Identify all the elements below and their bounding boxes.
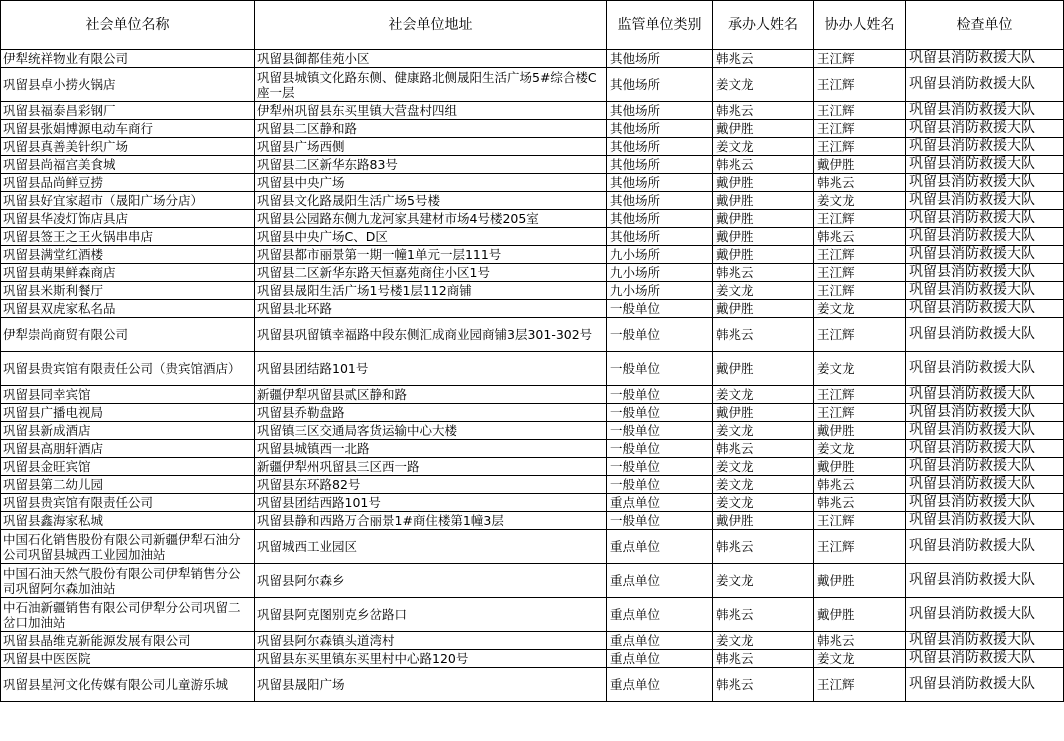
table-row — [1, 422, 1064, 440]
cell-main-handler: 戴伊胜 — [713, 300, 814, 318]
cell-inspection-dept: 巩留县消防救援大队 — [906, 138, 1064, 156]
cell-main-handler: 戴伊胜 — [713, 210, 814, 228]
cell-assistant: 韩兆云 — [814, 228, 906, 246]
header-unit-address: 社会单位地址 — [255, 1, 607, 50]
cell-assistant: 姜文龙 — [814, 192, 906, 210]
cell-assistant: 王江辉 — [814, 404, 906, 422]
table-row — [1, 404, 1064, 422]
header-main-handler: 承办人姓名 — [713, 1, 814, 50]
header-inspection-dept: 检查单位 — [906, 1, 1064, 50]
cell-unit-address: 巩留县北环路 — [255, 300, 607, 318]
cell-inspection-dept: 巩留县消防救援大队 — [906, 300, 1064, 318]
cell-main-handler: 韩兆云 — [713, 50, 814, 68]
cell-supervision-type: 一般单位 — [607, 512, 713, 530]
cell-unit-name: 巩留县萌果鲜森商店 — [1, 264, 255, 282]
cell-unit-address: 巩留县阿尔森乡 — [255, 564, 607, 598]
table-row — [1, 440, 1064, 458]
cell-unit-name: 巩留县华凌灯饰店具店 — [1, 210, 255, 228]
cell-assistant: 王江辉 — [814, 138, 906, 156]
cell-supervision-type: 一般单位 — [607, 440, 713, 458]
cell-unit-name: 巩留县签王之王火锅串串店 — [1, 228, 255, 246]
cell-unit-address: 巩留县团结路101号 — [255, 352, 607, 386]
cell-main-handler: 戴伊胜 — [713, 512, 814, 530]
cell-assistant: 王江辉 — [814, 210, 906, 228]
cell-inspection-dept: 巩留县消防救援大队 — [906, 174, 1064, 192]
cell-assistant: 戴伊胜 — [814, 156, 906, 174]
cell-inspection-dept: 巩留县消防救援大队 — [906, 192, 1064, 210]
cell-main-handler: 戴伊胜 — [713, 246, 814, 264]
cell-main-handler: 戴伊胜 — [713, 404, 814, 422]
cell-main-handler: 姜文龙 — [713, 422, 814, 440]
table-row — [1, 120, 1064, 138]
cell-main-handler: 戴伊胜 — [713, 120, 814, 138]
cell-unit-address: 巩留县公园路东侧九龙河家具建材市场4号楼205室 — [255, 210, 607, 228]
cell-supervision-type: 一般单位 — [607, 404, 713, 422]
cell-unit-address: 巩留县二区新华东路天恒嘉苑商住小区1号 — [255, 264, 607, 282]
cell-unit-name: 巩留县中医医院 — [1, 650, 255, 668]
table-row — [1, 318, 1064, 352]
cell-supervision-type: 重点单位 — [607, 494, 713, 512]
cell-assistant: 戴伊胜 — [814, 598, 906, 632]
cell-unit-address: 巩留县中央广场 — [255, 174, 607, 192]
cell-main-handler: 韩兆云 — [713, 102, 814, 120]
table-body — [1, 50, 1064, 702]
cell-main-handler: 韩兆云 — [713, 598, 814, 632]
cell-supervision-type: 其他场所 — [607, 102, 713, 120]
table-row — [1, 210, 1064, 228]
cell-inspection-dept: 巩留县消防救援大队 — [906, 120, 1064, 138]
header-assistant: 协办人姓名 — [814, 1, 906, 50]
cell-inspection-dept: 巩留县消防救援大队 — [906, 386, 1064, 404]
cell-supervision-type: 九小场所 — [607, 282, 713, 300]
cell-inspection-dept: 巩留县消防救援大队 — [906, 228, 1064, 246]
cell-supervision-type: 一般单位 — [607, 422, 713, 440]
cell-unit-name: 巩留县新成酒店 — [1, 422, 255, 440]
cell-assistant: 王江辉 — [814, 102, 906, 120]
cell-assistant: 韩兆云 — [814, 476, 906, 494]
cell-unit-name: 巩留县米斯利餐厅 — [1, 282, 255, 300]
table-row — [1, 68, 1064, 102]
cell-inspection-dept: 巩留县消防救援大队 — [906, 650, 1064, 668]
cell-unit-name: 巩留县高朋轩酒店 — [1, 440, 255, 458]
cell-unit-address: 巩留县城镇西一北路 — [255, 440, 607, 458]
cell-assistant: 姜文龙 — [814, 300, 906, 318]
cell-supervision-type: 一般单位 — [607, 386, 713, 404]
cell-inspection-dept: 巩留县消防救援大队 — [906, 494, 1064, 512]
cell-unit-address: 伊犁州巩留县东买里镇大营盘村四组 — [255, 102, 607, 120]
table-row — [1, 386, 1064, 404]
cell-assistant: 王江辉 — [814, 120, 906, 138]
cell-assistant: 王江辉 — [814, 668, 906, 702]
cell-unit-address: 巩留县都市丽景第一期一幢1单元一层111号 — [255, 246, 607, 264]
cell-unit-name: 巩留县星河文化传媒有限公司儿童游乐城 — [1, 668, 255, 702]
cell-supervision-type: 其他场所 — [607, 192, 713, 210]
table-row — [1, 246, 1064, 264]
header-supervision-type: 监管单位类别 — [607, 1, 713, 50]
table-row — [1, 300, 1064, 318]
cell-unit-name: 巩留县品尚鲜豆捞 — [1, 174, 255, 192]
cell-assistant: 王江辉 — [814, 386, 906, 404]
cell-assistant: 戴伊胜 — [814, 422, 906, 440]
cell-assistant: 王江辉 — [814, 50, 906, 68]
cell-assistant: 戴伊胜 — [814, 458, 906, 476]
cell-unit-name: 巩留县贵宾馆有限责任公司（贵宾馆酒店） — [1, 352, 255, 386]
cell-unit-address: 巩留县团结西路101号 — [255, 494, 607, 512]
cell-assistant: 王江辉 — [814, 246, 906, 264]
cell-main-handler: 姜文龙 — [713, 68, 814, 102]
table-row — [1, 650, 1064, 668]
cell-assistant: 姜文龙 — [814, 650, 906, 668]
cell-unit-address: 巩留县静和西路万合丽景1#商住楼第1幢3层 — [255, 512, 607, 530]
cell-unit-name: 巩留县同幸宾馆 — [1, 386, 255, 404]
cell-main-handler: 韩兆云 — [713, 440, 814, 458]
cell-supervision-type: 重点单位 — [607, 530, 713, 564]
cell-assistant: 韩兆云 — [814, 494, 906, 512]
cell-inspection-dept: 巩留县消防救援大队 — [906, 458, 1064, 476]
cell-unit-name: 中石油新疆销售有限公司伊犁分公司巩留二岔口加油站 — [1, 598, 255, 632]
cell-main-handler: 韩兆云 — [713, 668, 814, 702]
cell-assistant: 王江辉 — [814, 282, 906, 300]
cell-unit-name: 巩留县广播电视局 — [1, 404, 255, 422]
cell-assistant: 戴伊胜 — [814, 564, 906, 598]
table-row — [1, 476, 1064, 494]
cell-main-handler: 韩兆云 — [713, 318, 814, 352]
cell-supervision-type: 重点单位 — [607, 632, 713, 650]
table-row — [1, 50, 1064, 68]
cell-unit-name: 巩留县晶维克新能源发展有限公司 — [1, 632, 255, 650]
cell-unit-address: 新疆伊犁州巩留县三区西一路 — [255, 458, 607, 476]
cell-assistant: 王江辉 — [814, 68, 906, 102]
cell-main-handler: 姜文龙 — [713, 494, 814, 512]
table-row — [1, 174, 1064, 192]
cell-supervision-type: 一般单位 — [607, 318, 713, 352]
cell-inspection-dept: 巩留县消防救援大队 — [906, 564, 1064, 598]
cell-unit-address: 巩留县晟阳广场 — [255, 668, 607, 702]
cell-supervision-type: 重点单位 — [607, 598, 713, 632]
table-row — [1, 264, 1064, 282]
cell-unit-address: 巩留镇三区交通局客货运输中心大楼 — [255, 422, 607, 440]
cell-supervision-type: 其他场所 — [607, 50, 713, 68]
table-row — [1, 228, 1064, 246]
cell-supervision-type: 重点单位 — [607, 668, 713, 702]
cell-unit-address: 巩留县晟阳生活广场1号楼1层112商铺 — [255, 282, 607, 300]
cell-inspection-dept: 巩留县消防救援大队 — [906, 440, 1064, 458]
cell-supervision-type: 重点单位 — [607, 564, 713, 598]
cell-unit-name: 中国石化销售股份有限公司新疆伊犁石油分公司巩留县城西工业园加油站 — [1, 530, 255, 564]
cell-inspection-dept: 巩留县消防救援大队 — [906, 50, 1064, 68]
cell-unit-address: 巩留县御都佳苑小区 — [255, 50, 607, 68]
cell-supervision-type: 其他场所 — [607, 138, 713, 156]
cell-main-handler: 姜文龙 — [713, 476, 814, 494]
table-row — [1, 530, 1064, 564]
cell-inspection-dept: 巩留县消防救援大队 — [906, 476, 1064, 494]
cell-inspection-dept: 巩留县消防救援大队 — [906, 246, 1064, 264]
cell-inspection-dept: 巩留县消防救援大队 — [906, 156, 1064, 174]
cell-supervision-type: 九小场所 — [607, 264, 713, 282]
cell-supervision-type: 其他场所 — [607, 156, 713, 174]
cell-assistant: 姜文龙 — [814, 440, 906, 458]
cell-main-handler: 韩兆云 — [713, 650, 814, 668]
table-row — [1, 282, 1064, 300]
cell-unit-name: 伊犁统祥物业有限公司 — [1, 50, 255, 68]
cell-main-handler: 姜文龙 — [713, 458, 814, 476]
cell-supervision-type: 其他场所 — [607, 210, 713, 228]
table-row — [1, 102, 1064, 120]
cell-supervision-type: 一般单位 — [607, 352, 713, 386]
cell-inspection-dept: 巩留县消防救援大队 — [906, 102, 1064, 120]
cell-inspection-dept: 巩留县消防救援大队 — [906, 512, 1064, 530]
table-row — [1, 138, 1064, 156]
cell-unit-address: 巩留县广场西侧 — [255, 138, 607, 156]
cell-main-handler: 姜文龙 — [713, 564, 814, 598]
table-row — [1, 564, 1064, 598]
cell-unit-address: 巩留县城镇文化路东侧、健康路北侧晟阳生活广场5#综合楼C座一层 — [255, 68, 607, 102]
cell-unit-address: 巩留县阿尔森镇头道湾村 — [255, 632, 607, 650]
cell-inspection-dept: 巩留县消防救援大队 — [906, 404, 1064, 422]
cell-supervision-type: 九小场所 — [607, 246, 713, 264]
cell-unit-address: 巩留县阿克图别克乡岔路口 — [255, 598, 607, 632]
cell-assistant: 姜文龙 — [814, 352, 906, 386]
cell-unit-name: 巩留县满堂红酒楼 — [1, 246, 255, 264]
cell-unit-address: 巩留县二区新华东路83号 — [255, 156, 607, 174]
cell-main-handler: 韩兆云 — [713, 156, 814, 174]
cell-supervision-type: 一般单位 — [607, 458, 713, 476]
table-row — [1, 192, 1064, 210]
cell-unit-address: 新疆伊犁巩留县贰区静和路 — [255, 386, 607, 404]
cell-assistant: 王江辉 — [814, 512, 906, 530]
cell-assistant: 王江辉 — [814, 318, 906, 352]
cell-inspection-dept: 巩留县消防救援大队 — [906, 68, 1064, 102]
cell-inspection-dept: 巩留县消防救援大队 — [906, 422, 1064, 440]
cell-unit-name: 巩留县卓小捞火锅店 — [1, 68, 255, 102]
cell-supervision-type: 其他场所 — [607, 68, 713, 102]
table-row — [1, 632, 1064, 650]
cell-inspection-dept: 巩留县消防救援大队 — [906, 210, 1064, 228]
cell-unit-address: 巩留县二区静和路 — [255, 120, 607, 138]
cell-main-handler: 姜文龙 — [713, 386, 814, 404]
table-row — [1, 668, 1064, 702]
cell-unit-name: 巩留县真善美针织广场 — [1, 138, 255, 156]
cell-assistant: 王江辉 — [814, 530, 906, 564]
cell-unit-name: 巩留县金旺宾馆 — [1, 458, 255, 476]
cell-unit-address: 巩留县东环路82号 — [255, 476, 607, 494]
cell-main-handler: 戴伊胜 — [713, 192, 814, 210]
cell-unit-address: 巩留县中央广场C、D区 — [255, 228, 607, 246]
cell-assistant: 韩兆云 — [814, 632, 906, 650]
table-row — [1, 156, 1064, 174]
cell-assistant: 韩兆云 — [814, 174, 906, 192]
table-row — [1, 458, 1064, 476]
cell-unit-name: 中国石油天然气股份有限公司伊犁销售分公司巩留阿尔森加油站 — [1, 564, 255, 598]
cell-main-handler: 姜文龙 — [713, 632, 814, 650]
cell-unit-name: 巩留县鑫海家私城 — [1, 512, 255, 530]
cell-inspection-dept: 巩留县消防救援大队 — [906, 264, 1064, 282]
cell-inspection-dept: 巩留县消防救援大队 — [906, 598, 1064, 632]
cell-unit-name: 巩留县张娟博源电动车商行 — [1, 120, 255, 138]
cell-unit-name: 巩留县福泰昌彩钢厂 — [1, 102, 255, 120]
cell-unit-name: 巩留县第二幼儿园 — [1, 476, 255, 494]
cell-unit-name: 巩留县尚福宫美食城 — [1, 156, 255, 174]
cell-supervision-type: 其他场所 — [607, 174, 713, 192]
cell-unit-address: 巩留城西工业园区 — [255, 530, 607, 564]
cell-inspection-dept: 巩留县消防救援大队 — [906, 352, 1064, 386]
cell-unit-address: 巩留县东买里镇东买里村中心路120号 — [255, 650, 607, 668]
cell-unit-address: 巩留县乔勒盘路 — [255, 404, 607, 422]
cell-assistant: 王江辉 — [814, 264, 906, 282]
cell-supervision-type: 重点单位 — [607, 650, 713, 668]
cell-inspection-dept: 巩留县消防救援大队 — [906, 318, 1064, 352]
cell-main-handler: 戴伊胜 — [713, 174, 814, 192]
cell-unit-address: 巩留县文化路晟阳生活广场5号楼 — [255, 192, 607, 210]
cell-inspection-dept: 巩留县消防救援大队 — [906, 282, 1064, 300]
cell-supervision-type: 其他场所 — [607, 120, 713, 138]
cell-main-handler: 韩兆云 — [713, 264, 814, 282]
table-row — [1, 512, 1064, 530]
cell-supervision-type: 一般单位 — [607, 300, 713, 318]
cell-unit-name: 巩留县好宜家超市（晟阳广场分店） — [1, 192, 255, 210]
cell-main-handler: 姜文龙 — [713, 138, 814, 156]
header-unit-name: 社会单位名称 — [1, 1, 255, 50]
cell-unit-name: 巩留县双虎家私名品 — [1, 300, 255, 318]
cell-unit-name: 伊犁崇尚商贸有限公司 — [1, 318, 255, 352]
table-row — [1, 352, 1064, 386]
cell-inspection-dept: 巩留县消防救援大队 — [906, 632, 1064, 650]
cell-unit-name: 巩留县贵宾馆有限责任公司 — [1, 494, 255, 512]
table-row — [1, 598, 1064, 632]
cell-main-handler: 戴伊胜 — [713, 228, 814, 246]
cell-main-handler: 韩兆云 — [713, 530, 814, 564]
cell-main-handler: 戴伊胜 — [713, 352, 814, 386]
header-row — [1, 1, 1064, 50]
cell-main-handler: 姜文龙 — [713, 282, 814, 300]
cell-inspection-dept: 巩留县消防救援大队 — [906, 668, 1064, 702]
cell-supervision-type: 一般单位 — [607, 476, 713, 494]
cell-supervision-type: 其他场所 — [607, 228, 713, 246]
cell-unit-address: 巩留县巩留镇幸福路中段东侧汇成商业园商铺3层301-302号 — [255, 318, 607, 352]
table-row — [1, 494, 1064, 512]
cell-inspection-dept: 巩留县消防救援大队 — [906, 530, 1064, 564]
